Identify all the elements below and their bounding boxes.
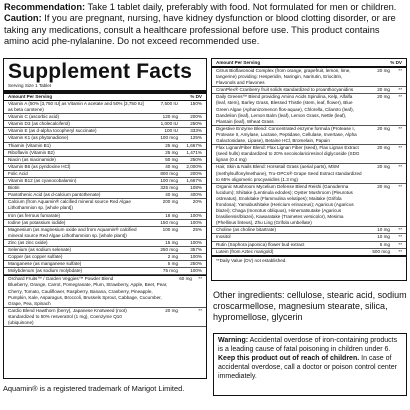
nutrient-dv: 200% (190, 114, 202, 120)
nutrient-amount: 20 mg (377, 68, 390, 73)
nutrient-dv: ** (398, 125, 402, 131)
facts-rows (4, 101, 206, 275)
keep-out-of-reach: Keep this product out of reach of children. (218, 355, 360, 362)
nutrient-amount: 1,000 IU (160, 121, 178, 127)
warning-box (213, 333, 407, 396)
nutrient-amount: 100 mcg (160, 178, 178, 184)
nutrient-row (4, 268, 206, 275)
nutrient-row (4, 247, 206, 254)
nutrient-dv: ** (398, 234, 402, 240)
nutrient-amount: 50 mg (165, 156, 178, 162)
nutrient-row (212, 249, 406, 257)
nutrient-row (212, 126, 406, 145)
nutrient-amount: 18 mg (165, 212, 178, 218)
nutrient-dv: 250% (190, 156, 202, 162)
nutrient-dv: 2,000% (186, 163, 202, 169)
nutrient-name: Flax Lignan/Fiber Blend: Flax Lignan Fiber (seed), Flax Lignan Extract (seed hulls) standardized to 20% secoisolariciresinol diglycoside (SDG lignan (0.4 mg) (216, 145, 360, 163)
nutrient-name: Biotin (8, 185, 20, 191)
nutrient-name: Calcium (from Aquamin® calcified mineral source Red Algae Lithothamnion sp. [whole plant]) (8, 199, 131, 211)
dv-not-established-note: **Daily Value (DV) not established. (216, 257, 287, 263)
blend-description (8, 308, 148, 326)
nutrient-amount: 2 mg (167, 254, 178, 260)
nutrient-name: Iodine (as potassium iodide) (8, 219, 66, 225)
amount-per-serving-label: Amount Per Serving (216, 60, 261, 65)
supplement-facts-panel (3, 58, 207, 379)
nutrient-dv: 1,667% (186, 178, 202, 184)
blend-amount: 60 mg (179, 276, 192, 282)
nutrient-name: Folic Acid (8, 170, 28, 176)
nutrient-row (4, 121, 206, 128)
nutrient-row (4, 261, 206, 268)
dv-header: % DV (190, 94, 202, 99)
nutrient-amount: 100 mcg (160, 135, 178, 141)
recommendation-caution-text (4, 2, 406, 47)
nutrient-name: CranPlex® Cranberry fruit solids standardized to proanthocyanidins (216, 87, 354, 93)
nutrient-row (4, 101, 206, 114)
nutrient-name: Magnesium (as magnesium oxide and from Aquamin® calcified mineral source Red Algae Lithothamnion sp. [whole plant]) (8, 226, 137, 238)
nutrient-amount: 20 mg (377, 183, 390, 189)
nutrient-dv: 25% (192, 226, 202, 232)
nutrient-row (4, 199, 206, 212)
nutrient-amount: 120 mg (162, 114, 178, 120)
nutrient-amount: 40 mg (165, 192, 178, 198)
nutrient-row (4, 240, 206, 247)
nutrient-dv: 250% (190, 121, 202, 127)
blend-ingredients: Blueberry, Orange, Carrot, Pomegranate, Plum, Strawberry, Apple, Beet, Pear, Cherry, Tomato, Cauliflower, Raspberry, Banana, Cranberry, Pineapple, Pumpkin, Kale, Asparagus, Broccoli, Brussels Sprout, Cabbage, Cucumber, Grape, Pea, Spinach (8, 282, 168, 306)
nutrient-row (4, 157, 206, 164)
nutrient-amount: 7,500 IU (160, 101, 178, 106)
nutrient-amount: 200 mg (162, 199, 178, 205)
nutrient-name: Copper (as copper sulfate) (8, 254, 63, 260)
blend-row (4, 308, 206, 327)
nutrient-name: Citrus Bioflavonoid Complex (from orange, grapefruit, lemon, lime, tangerine) providing: Hesperidin, Naringin, Narirutin, Eriocitrin, Flavonols and Flavones (216, 68, 351, 86)
supplement-facts-title: Supplement Facts (8, 60, 193, 83)
nutrient-name: Vitamin D3 (as cholecalciferol) (8, 121, 70, 127)
nutrient-dv: 100% (190, 254, 202, 260)
nutrient-amount: 10 mg (377, 227, 390, 233)
nutrient-row (212, 242, 406, 249)
nutrient-name: Manganese (as manganese sulfate) (8, 261, 82, 267)
caution-label: Caution: (4, 13, 42, 24)
nutrient-row (4, 171, 206, 178)
nutrient-name: Choline (as choline bitartrate) (216, 227, 277, 233)
nutrient-name: Riboflavin (Vitamin B2) (8, 149, 55, 155)
blend-ingredients: Hawthorn (berry), Japanese Knotweed (root) standardized to 50% resveratrol (1 mg), Coenzyme Q10 (ubiquinone) (8, 307, 127, 325)
blend-title: Orchard Fruits™ / Garden Veggies™ Powder Blend (8, 276, 114, 282)
nutrient-name: Digestive Enzyme Blend: Concentrated enzyme formula (Protease I, Protease II, Amylase, Lactase, Peptidase, Cellulase, Invertase, Alpha Galactosidase, Lipase), Betaine HCl, Bromelain, Papain (216, 125, 357, 144)
nutrient-row (212, 234, 406, 241)
nutrient-amount: 325 mcg (160, 185, 178, 191)
amount-per-serving-label: Amount Per Serving (8, 94, 53, 99)
blend-dv: ** (198, 307, 202, 313)
facts-blends (4, 275, 206, 327)
nutrient-dv: 150% (190, 101, 202, 106)
nutrient-row (212, 68, 406, 87)
nutrient-amount: 75 mcg (162, 268, 178, 274)
nutrient-dv: ** (398, 145, 402, 151)
nutrient-amount: 100 IU (164, 128, 178, 134)
blend-dv: ** (198, 276, 202, 282)
nutrient-name: Hair, Skin & Nails Blend: Horsetail Grass (aerial parts), MSM (methylsulfonylmethane), Tru-OPCs® Grape Seed Extract standardized to 65% oligomeric procyanidins (1.3 mg) (216, 164, 362, 182)
aquamin-trademark-note: Aquamin® is a registered trademark of Marigot Limited. (3, 384, 185, 393)
nutrient-amount: 500 mcg (372, 248, 390, 254)
warning-text-2: In case of accidental overdose, call a doctor or poison control center immediately. (218, 355, 397, 380)
nutrient-dv: 200% (190, 170, 202, 176)
nutrient-amount: 10 mg (377, 234, 390, 240)
facts2-rows (212, 68, 406, 257)
nutrient-dv: 20% (192, 199, 202, 205)
nutrient-dv: ** (398, 248, 402, 254)
nutrient-dv: 125% (190, 135, 202, 141)
blend-description (8, 276, 170, 306)
nutrient-name: Organic Mushroom Mycelium Defense Blend Reishi (Ganoderma lucidum); Shiitake (Lentinula edodes); Oyster Mushroom (Pleurotus ostreatus), Enokitake (Flammulina velutipes); Maitake (Grifola frondosa); Yamabushitake (Hericium erinaceus); Agaricus (Agaricus blazei); Chaga (Inonotus obliquus), Himematsutake (Agaricus brasiliensis/blazei), Kawaratake (Trametes versicolor), Mesima (Phellinus linteus), Zhu Ling (Grifola umbellate) (216, 183, 354, 226)
nutrient-amount: 25 mg (165, 142, 178, 148)
nutrient-amount: 800 mcg (160, 170, 178, 176)
nutrient-amount: 150 mcg (160, 219, 178, 225)
nutrient-amount: 250 mcg (160, 246, 178, 252)
nutrient-amount: 40 mg (165, 163, 178, 169)
nutrient-row (4, 254, 206, 261)
nutrient-name: Thiamin (Vitamin B1) (8, 142, 51, 148)
nutrient-amount: 5 mg (379, 241, 390, 247)
nutrient-row (4, 150, 206, 157)
nutrient-row (4, 220, 206, 227)
facts2-header (212, 59, 406, 68)
nutrient-name: Vitamin E (as d-alpha tocopheryl succinate) (8, 128, 97, 134)
nutrient-name: Lutein (from Aztec marigold) (216, 248, 274, 254)
nutrient-dv: 400% (190, 192, 202, 198)
blend-title: Cardio Blend (8, 307, 35, 313)
nutrient-name: Vitamin A (50% [3,750 IU] as Vitamin A acetate and 50% [3,750 IU] as beta carotene) (8, 101, 144, 113)
nutrient-dv: ** (398, 68, 402, 73)
nutrient-row (4, 227, 206, 240)
recommendation-text: Take 1 tablet daily, preferably with food. Not formulated for men or children. (85, 2, 397, 12)
nutrient-dv: ** (398, 87, 402, 93)
nutrient-row (212, 164, 406, 183)
nutrient-dv: 100% (190, 239, 202, 245)
nutrient-dv: 108% (190, 185, 202, 191)
nutrient-row (4, 213, 206, 220)
nutrient-amount: 20 mg (377, 145, 390, 151)
nutrient-row (212, 145, 406, 164)
nutrient-name: Inositol (216, 234, 231, 240)
blend-amount: 20 mg (165, 307, 178, 313)
nutrient-row (212, 227, 406, 234)
nutrient-name: Vitamin B12 (as cyanocobalamin) (8, 178, 77, 184)
caution-text: If you are pregnant, nursing, have kidney dysfunction or blood clotting disorder, or are taking any medications, consult a healthcare professional before use. This product contains amino acid phe-nylalanine. Do not exceed recommended use. (4, 13, 396, 46)
nutrient-amount: 100 mg (162, 226, 178, 232)
nutrient-amount: 20 mg (377, 87, 390, 93)
supplement-facts-continued-panel (211, 58, 407, 281)
nutrient-name: Selenium (as sodium selenate) (8, 246, 72, 252)
nutrient-row (212, 184, 406, 228)
nutrient-dv: 1,667% (186, 142, 202, 148)
recommendation-label: Recommendation: (4, 2, 86, 12)
nutrient-dv: ** (398, 183, 402, 189)
blend-row (4, 275, 206, 307)
nutrient-amount: 20 mg (377, 164, 390, 170)
nutrient-dv: ** (398, 241, 402, 247)
nutrient-row (4, 164, 206, 171)
nutrient-name: Iron (as ferrous fumarate) (8, 212, 61, 218)
nutrient-name: Zinc (as zinc oxide) (8, 239, 48, 245)
nutrient-dv: ** (398, 94, 402, 100)
nutrient-amount: 20 mg (377, 94, 390, 100)
nutrient-amount: 20 mg (377, 125, 390, 131)
nutrient-name: Niacin (as niacinamide) (8, 156, 56, 162)
nutrient-name: Vitamin B6 (as pyridoxine HCl) (8, 163, 71, 169)
nutrient-amount: 5 mg (167, 261, 178, 267)
nutrient-row (4, 185, 206, 192)
nutrient-name: Vitamin C (ascorbic acid) (8, 114, 59, 120)
nutrient-dv: 100% (190, 219, 202, 225)
nutrient-row (4, 135, 206, 142)
serving-size: Serving Size 1 Tablet (8, 83, 52, 88)
nutrient-dv: ** (398, 164, 402, 170)
nutrient-row (212, 87, 406, 94)
nutrient-row (212, 94, 406, 125)
nutrient-row (4, 178, 206, 185)
nutrient-row (4, 114, 206, 121)
warning-text: Accidental overdose of iron-containing products is a leading cause of fatal poisoning in children under 6. (218, 337, 398, 353)
nutrient-dv: 250% (190, 261, 202, 267)
nutrient-amount: 15 mg (165, 239, 178, 245)
nutrient-name: Vitamin K1 (as phytonadione) (8, 135, 69, 141)
nutrient-dv: ** (398, 227, 402, 233)
nutrient-row (4, 128, 206, 135)
nutrient-dv: 100% (190, 212, 202, 218)
warning-label: Warning: (218, 337, 249, 344)
other-ingredients: Other ingredients: cellulose, stearic acid, sodium croscarmellose, magnesium stearate, silica, hypromellose, glycerin (213, 290, 407, 322)
nutrient-dv: 1,471% (186, 149, 202, 155)
facts-header (4, 94, 206, 101)
nutrient-name: Molybdenum (as sodium molybdate) (8, 268, 83, 274)
nutrient-dv: 100% (190, 268, 202, 274)
nutrient-dv: 333% (190, 128, 202, 134)
nutrient-name: Rutin (Sophora japonica) flower bud extract (216, 241, 305, 247)
nutrient-name: Daily Greens™ Blend providing Amino Acids Spirulina, Kelp, Alfalfa (leaf, stem), Barley Grass, Blessed Thistle (stem, leaf, flower), Blue Green Algae (Aphanizomenon flos-aquae), Chlorella, Cilantro (leaf), Dandelion (leaf), Lemon Balm (leaf), Lemon Grass, Nettle (leaf), Plantain (leaf), Wheat Grass (216, 94, 354, 124)
nutrient-dv: 357% (190, 246, 202, 252)
dv-header: % DV (390, 60, 402, 65)
nutrient-row (4, 143, 206, 150)
nutrient-amount: 25 mg (165, 149, 178, 155)
nutrient-name: Pantothenic Acid (as d-calcium pantothenate) (8, 192, 101, 198)
